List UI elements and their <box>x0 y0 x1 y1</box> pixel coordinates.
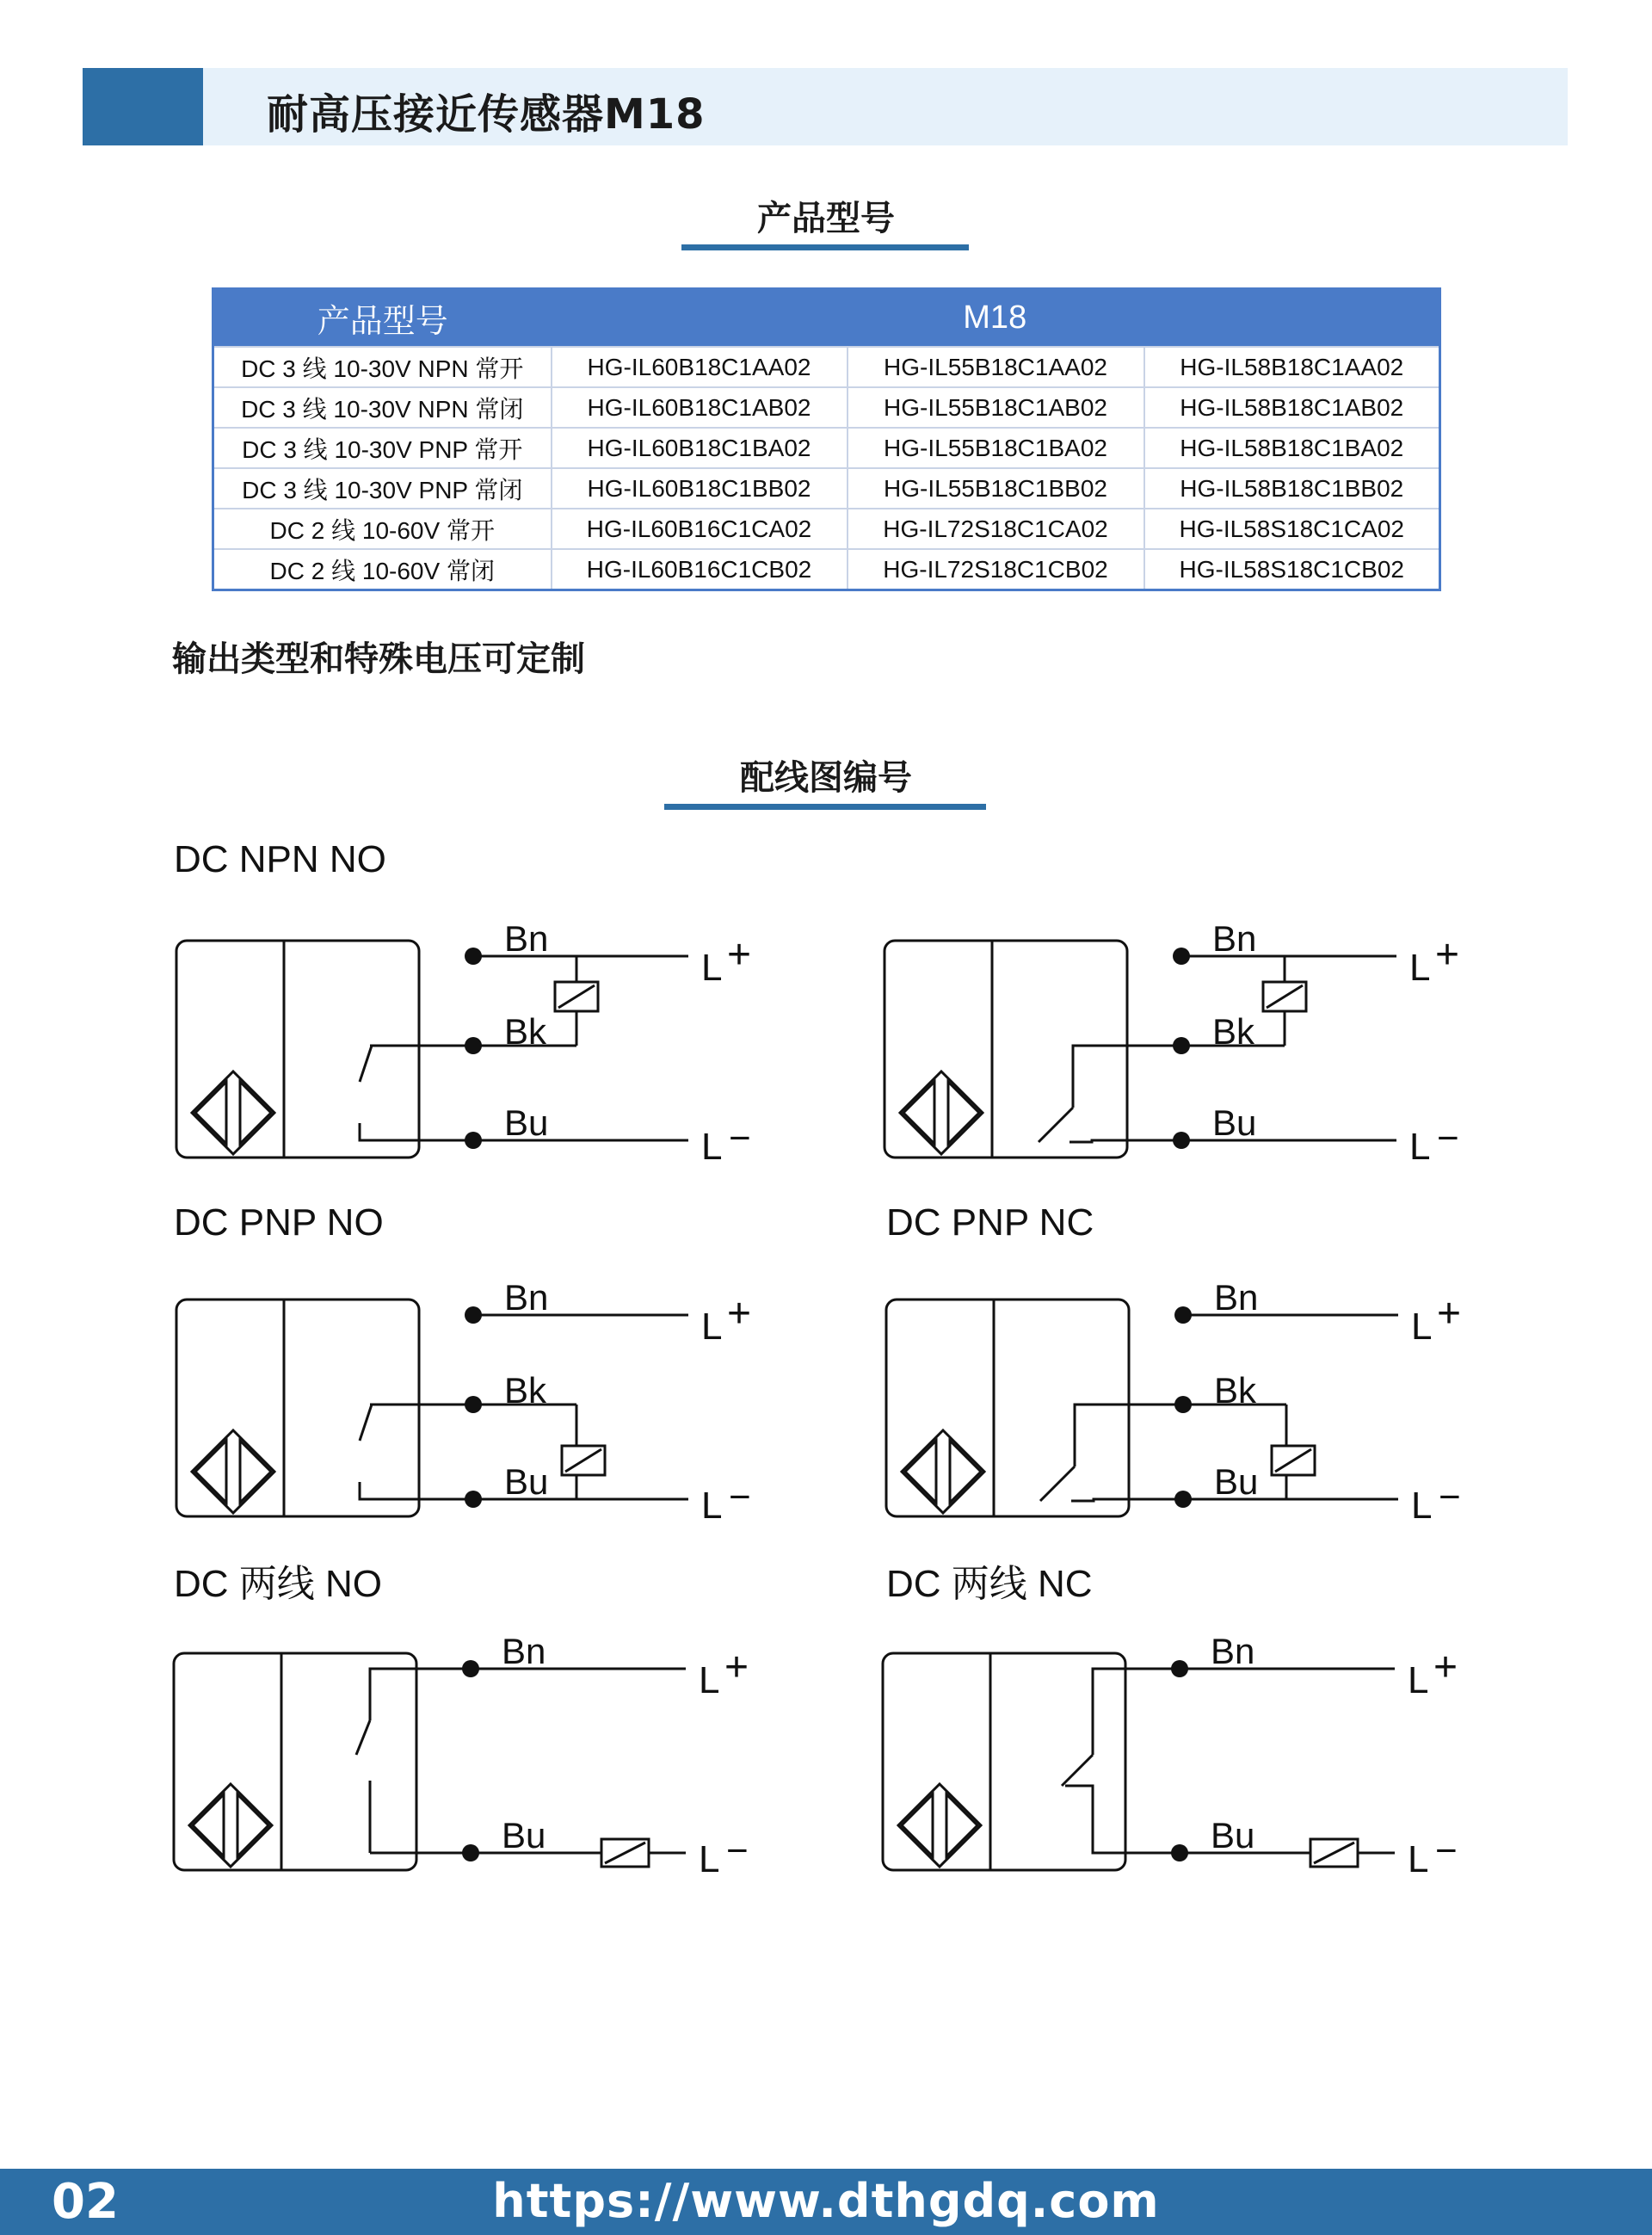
model-cell: HG-IL55B18C1BB02 <box>848 468 1144 509</box>
bn-label: Bn <box>504 1277 549 1318</box>
bn-label: Bn <box>1212 918 1257 959</box>
model-cell: HG-IL58B18C1AB02 <box>1144 387 1440 428</box>
bu-label: Bu <box>504 1461 549 1502</box>
lplus-label: L <box>701 1306 723 1348</box>
terminal-dot <box>465 948 482 965</box>
inductive-coil-icon <box>946 1794 977 1856</box>
model-cell: HG-IL58B18C1BB02 <box>1144 468 1440 509</box>
bk-label: Bk <box>504 1011 547 1052</box>
page-title: 耐高压接近传感器M18 <box>267 90 706 139</box>
lminus-label: L <box>1408 1838 1429 1880</box>
plus-sign: + <box>1437 1291 1462 1337</box>
minus-sign: − <box>726 1830 749 1872</box>
inductive-coil-icon <box>193 1794 224 1856</box>
bk-label: Bk <box>504 1370 547 1411</box>
bn-label: Bn <box>502 1631 546 1671</box>
bn-label: Bn <box>1211 1631 1255 1671</box>
plus-sign: + <box>1435 932 1460 978</box>
bu-label: Bu <box>1214 1461 1259 1502</box>
bk-label: Bk <box>1214 1370 1257 1411</box>
lplus-label: L <box>1409 947 1431 989</box>
model-cell: HG-IL60B18C1BA02 <box>552 428 848 468</box>
switch-contact <box>356 1720 370 1755</box>
models-section-title: 产品型号 <box>757 199 895 238</box>
inductive-coil-icon <box>189 1784 272 1867</box>
lplus-label: L <box>1411 1306 1433 1348</box>
table-head-label: 产品型号 <box>213 289 552 348</box>
model-cell: HG-IL58S18C1CB02 <box>1144 549 1440 590</box>
diagram-label-pnp-nc: DC PNP NC <box>886 1201 1094 1244</box>
switch-contact <box>360 1046 372 1082</box>
model-cell: HG-IL55B18C1BA02 <box>848 428 1144 468</box>
terminal-dot <box>1171 1844 1188 1861</box>
inductive-coil-icon <box>195 1441 226 1503</box>
model-cell: HG-IL60B18C1BB02 <box>552 468 848 509</box>
sensor-body <box>886 1300 1129 1516</box>
inductive-coil-icon <box>240 1441 271 1503</box>
output-type-cell: DC 2 线 10-60V 常闭 <box>213 549 552 590</box>
output-type-cell: DC 3 线 10-30V NPN 常闭 <box>213 387 552 428</box>
switch-contact <box>360 1405 372 1441</box>
inductive-coil-icon <box>902 1794 933 1856</box>
plus-sign: + <box>727 1291 752 1337</box>
bu-label: Bu <box>504 1102 549 1143</box>
model-cell: HG-IL60B16C1CA02 <box>552 509 848 549</box>
terminal-dot <box>1173 1132 1190 1149</box>
minus-sign: − <box>729 1117 751 1159</box>
minus-sign: − <box>729 1476 751 1518</box>
inductive-coil-icon <box>192 1071 274 1154</box>
terminal-dot <box>1173 948 1190 965</box>
inductive-coil-icon <box>900 1071 983 1154</box>
bu-label: Bu <box>1212 1102 1257 1143</box>
lminus-label: L <box>699 1838 720 1880</box>
bk-label: Bk <box>1212 1011 1255 1052</box>
inductive-coil-icon <box>905 1441 936 1503</box>
model-cell: HG-IL60B16C1CB02 <box>552 549 848 590</box>
lplus-label: L <box>699 1659 720 1701</box>
internal-wire <box>1093 1669 1180 1755</box>
model-cell: HG-IL58B18C1BA02 <box>1144 428 1440 468</box>
wiring-section-title: 配线图编号 <box>740 758 912 798</box>
terminal-dot <box>462 1844 479 1861</box>
diagram-label-pnp-no: DC PNP NO <box>174 1201 384 1244</box>
lminus-label: L <box>701 1126 723 1168</box>
lminus-label: L <box>1411 1485 1433 1527</box>
diagram-label-two-wire-no: DC 两线 NO <box>174 1563 382 1605</box>
table-head-size: M18 <box>552 289 1440 348</box>
bu-label: Bu <box>1211 1815 1255 1855</box>
diagram-label-npn-no: DC NPN NO <box>174 838 386 880</box>
minus-sign: − <box>1439 1476 1461 1518</box>
sensor-body <box>174 1653 416 1870</box>
model-cell: HG-IL72S18C1CA02 <box>848 509 1144 549</box>
lplus-label: L <box>701 947 723 989</box>
model-cell: HG-IL55B18C1AB02 <box>848 387 1144 428</box>
model-cell: HG-IL58B18C1AA02 <box>1144 347 1440 387</box>
plus-sign: + <box>1433 1645 1458 1690</box>
inductive-coil-icon <box>903 1082 934 1144</box>
inductive-coil-icon <box>195 1082 226 1144</box>
plus-sign: + <box>724 1645 749 1690</box>
website-url: https://www.dthgdq.com <box>492 2174 1160 2228</box>
sensor-body <box>176 1300 419 1516</box>
diagram-label-two-wire-nc: DC 两线 NC <box>886 1563 1093 1605</box>
internal-wire <box>360 1482 473 1499</box>
internal-wire <box>1071 1499 1183 1501</box>
switch-contact <box>1039 1108 1073 1142</box>
inductive-coil-icon <box>948 1082 979 1144</box>
lplus-label: L <box>1408 1659 1429 1701</box>
model-cell: HG-IL60B18C1AB02 <box>552 387 848 428</box>
model-cell: HG-IL72S18C1CB02 <box>848 549 1144 590</box>
model-cell: HG-IL60B18C1AA02 <box>552 347 848 387</box>
inductive-coil-icon <box>898 1784 981 1867</box>
minus-sign: − <box>1437 1117 1459 1159</box>
inductive-coil-icon <box>950 1441 981 1503</box>
bn-label: Bn <box>1214 1277 1259 1318</box>
output-type-cell: DC 3 线 10-30V PNP 常闭 <box>213 468 552 509</box>
bu-label: Bu <box>502 1815 546 1855</box>
internal-wire <box>1065 1786 1180 1853</box>
plus-sign: + <box>727 932 752 978</box>
inductive-coil-icon <box>192 1430 274 1513</box>
inductive-coil-icon <box>237 1794 268 1856</box>
model-cell: HG-IL55B18C1AA02 <box>848 347 1144 387</box>
switch-contact <box>1062 1755 1093 1786</box>
lminus-label: L <box>1409 1126 1431 1168</box>
terminal-dot <box>462 1660 479 1677</box>
sensor-body <box>885 941 1127 1158</box>
internal-wire <box>370 1669 471 1720</box>
sensor-body <box>883 1653 1125 1870</box>
terminal-dot <box>1171 1660 1188 1677</box>
terminal-dot <box>1174 1491 1192 1508</box>
sensor-body <box>176 941 419 1158</box>
internal-wire <box>1069 1140 1181 1142</box>
customization-note: 输出类型和特殊电压可定制 <box>172 639 585 679</box>
lminus-label: L <box>701 1485 723 1527</box>
inductive-coil-icon <box>902 1430 984 1513</box>
terminal-dot <box>465 1491 482 1508</box>
output-type-cell: DC 3 线 10-30V PNP 常开 <box>213 428 552 468</box>
bn-label: Bn <box>504 918 549 959</box>
terminal-dot <box>1174 1306 1192 1324</box>
terminal-dot <box>465 1132 482 1149</box>
switch-contact <box>1040 1466 1075 1501</box>
internal-wire <box>360 1123 473 1140</box>
output-type-cell: DC 3 线 10-30V NPN 常开 <box>213 347 552 387</box>
model-cell: HG-IL58S18C1CA02 <box>1144 509 1440 549</box>
terminal-dot <box>465 1306 482 1324</box>
minus-sign: − <box>1435 1830 1458 1872</box>
inductive-coil-icon <box>240 1082 271 1144</box>
page-number: 02 <box>52 2174 119 2230</box>
output-type-cell: DC 2 线 10-60V 常开 <box>213 509 552 549</box>
